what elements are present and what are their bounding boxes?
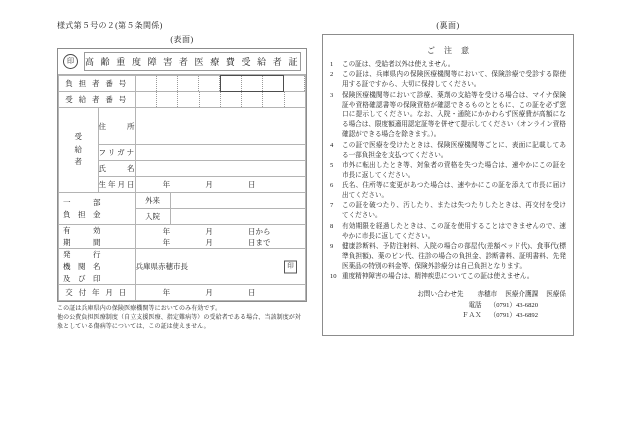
note-text: 氏名、住所等に変更があつた場合は、速やかにこの証を添えて市長に届け出てください。 [342,182,566,200]
contact-label: お問い合わせ先 [417,291,464,299]
issuer-label-text3: 及 び 印 [63,273,101,283]
number-cell[interactable] [178,92,199,107]
recipient-number-label: 受 給 者 番 号 [59,92,136,108]
note-text: 保険医療機関等において診療、薬剤の支給等を受ける場合は、マイナ保険証や資格確認書等の保険資格が確認できるものとともに、この証を必ず窓口に提示してください。なお、入院・通院にかかわらず医療費が高額になる場合は、限度額適用認定証等を併せて提示してください（オンライン資格確認ができる場合を除きます。）。 [342,91,566,139]
payer-number-value[interactable] [135,76,305,92]
validity-from-day-suffix: 日から [248,226,271,236]
footnote-item: この証は兵庫県内の保険医療機関等においてのみ有効です。 [57,306,222,313]
number-cell[interactable] [263,76,284,91]
note-item [330,242,566,272]
note-item [330,181,566,201]
inpatient-label: 入院 [136,209,171,224]
note-text: 市外に転出したとき等、対象者の資格を失つた場合は、速やかにこの証を市長に返してください。 [342,161,566,179]
birthdate-day-unit: 日 [248,180,256,189]
note-item [330,141,566,161]
note-text: この証を破つたり、汚したり、または失つたりしたときは、再交付を受けてください。 [342,202,566,220]
contact-city: 赤穂市 [477,291,498,299]
copay-label-text2: 負 担 金 [63,209,101,219]
issue-date-label: 交 付 年 月 日 [59,285,136,301]
number-cell[interactable] [263,92,284,107]
number-cell[interactable] [242,92,263,107]
note-item [330,60,566,70]
certificate-title-row [58,49,306,75]
number-cell[interactable] [136,92,157,107]
number-cell[interactable] [178,76,199,91]
table-row-recipient-number [59,92,306,108]
phone-value: （0791）43-6820 [489,301,538,309]
number-cell[interactable] [284,76,305,91]
number-cell[interactable] [221,92,242,107]
table-row-validity [59,225,306,249]
validity-from-month-unit: 月 [205,226,213,236]
number-cell[interactable] [157,92,178,107]
note-item [330,201,566,221]
notes-list [330,60,566,282]
outpatient-value[interactable] [171,193,305,208]
note-text: この証で医療を受けたときは、保険医療機関等ごとに、表面に記載してある一部負担金を支払つてください。 [342,141,566,159]
number-cell[interactable] [242,76,263,91]
name-value[interactable] [135,161,305,177]
copay-inpatient-row [135,209,305,225]
number-cell[interactable] [199,76,220,91]
copay-label-lines [59,197,135,220]
note-text: 健康診断料、予防注射料、入院の場合の部屋代(差額ベッド代)、食事代(標準負担額)、薬のビン代、往診の場合の負担金、診断書料、証明書料、先発医薬品の特別の料金等、保険外診療分は自己負担となります。 [342,243,566,270]
validity-to-year-unit: 年 [162,237,171,247]
copay-label-line2 [59,209,135,221]
certificate-card [57,48,307,302]
issuer-seal-icon: 印 [284,260,297,273]
official-seal-icon: 印 [63,54,78,69]
phone-label: 電話 [468,301,482,309]
fax-value: （0791）43-6892 [489,312,538,320]
note-number: 10 [330,273,337,281]
issuer-label [59,249,136,285]
note-number: 4 [330,141,334,149]
birthdate-label: 生年月日 [98,177,135,193]
note-item [330,161,566,181]
furigana-label: フリガナ [98,145,135,161]
note-text: この証は、受給者以外は使えません。 [342,61,455,68]
issuer-value-cell [135,249,305,285]
number-cell[interactable] [136,76,157,91]
validity-to-day-suffix: 日まで [248,237,271,247]
contact-block [330,290,566,322]
recipient-group-label-char: 者 [74,157,82,167]
validity-to-line [136,237,305,248]
copay-label-line1 [59,197,135,209]
back-face-panel [322,20,574,336]
issuer-label-lines [59,249,135,284]
validity-label-line2 [59,237,135,249]
issuer-name: 兵庫県赤穂市長 [135,262,189,272]
issue-date-value[interactable] [135,285,305,301]
note-number: 5 [330,161,334,169]
note-item [330,70,566,90]
table-row-copay-outpatient [59,193,306,209]
footnote-item: 他の公費負担医療制度（自立支援医療、指定難病等）の受給者である場合、当該制度が対象としている傷病等については、この証は使えません。 [57,315,302,331]
recipient-group-label-char: 受 [74,131,82,141]
validity-label-text2: 期 間 [63,237,101,247]
number-cell[interactable] [220,76,241,91]
recipient-group-label-char: 給 [74,144,82,154]
payer-number-cells[interactable] [136,76,305,91]
issue-date-line [136,287,305,298]
note-item [330,91,566,140]
validity-label-lines [59,225,135,248]
contact-fax-row [330,311,566,322]
name-label: 氏 名 [98,161,135,177]
note-item [330,272,566,282]
table-row-payer-number [59,76,306,92]
note-number: 6 [330,182,334,190]
certificate-fields-table [58,75,306,301]
copay-label-text1: 一 部 [63,197,101,207]
issuer-label-text2: 機 関 名 [63,261,101,271]
copay-outpatient-subrow [136,193,305,208]
fax-label: ＦＡＸ [461,312,482,320]
number-cell[interactable] [157,76,178,91]
copay-outpatient-row [135,193,305,209]
birthdate-year-unit: 年 [162,180,171,189]
note-number: 7 [330,202,334,210]
issue-date-day-unit: 日 [248,288,256,298]
table-row-issue-date [59,285,306,301]
table-row-issuer [59,249,306,285]
issuer-label-text1: 発 行 [63,250,101,260]
validity-label-line1 [59,225,135,237]
validity-from-year-unit: 年 [162,226,171,236]
note-number: 2 [330,71,334,79]
notes-title: ご注意 [427,46,478,55]
back-face-caption: (裏面) [436,21,460,30]
validity-label-text1: 有 効 [63,226,101,235]
front-footnotes [57,305,307,332]
recipient-group-label [59,108,99,193]
payer-number-label: 負 担 者 番 号 [59,76,136,92]
copay-inpatient-subrow [136,209,305,224]
issuer-label-line2 [59,261,135,273]
copay-label [59,193,136,225]
furigana-value[interactable] [135,145,305,161]
note-item [330,222,566,242]
note-text: この証は、兵庫県内の保険医療機関等において、保険診療で受診する際使用する証ですから、大切に保持してください。 [342,71,566,89]
certificate-title: 高 齢 重 度 障 害 者 医 療 費 受 給 者 証 [84,52,301,71]
front-face-caption: (表面) [170,35,194,44]
validity-label [59,225,136,249]
issue-date-month-unit: 月 [205,288,213,298]
address-label: 住 所 [98,108,135,145]
note-text: 重度精神障害の場合は、精神疾患についてこの証は使えません。 [342,273,534,281]
number-cell[interactable] [285,92,305,107]
note-number: 8 [330,222,334,230]
notes-card [322,34,574,336]
note-number: 3 [330,91,334,99]
recipient-number-value[interactable] [135,92,305,108]
outpatient-label: 外来 [136,193,171,208]
front-face-panel [57,20,307,332]
inpatient-value[interactable] [171,209,305,224]
note-number: 9 [330,243,334,251]
validity-value[interactable] [135,225,305,249]
contact-phone-row [330,301,566,312]
contact-section: 医療係 [546,291,566,299]
address-value[interactable] [135,108,305,145]
birthdate-month-unit: 月 [205,180,213,189]
birthdate-date-line [136,179,305,190]
issue-date-year-unit: 年 [162,288,171,298]
form-number-label: 様式第５号の２(第５条関係) [57,21,163,30]
validity-to-month-unit: 月 [205,237,213,247]
recipient-number-cells[interactable] [136,92,305,107]
table-row-address [59,108,306,145]
number-cell[interactable] [200,92,221,107]
validity-from-line [136,226,305,237]
note-text: 有効期限を経過したときは、この証を使用することはできませんので、速やかに市長に返してください。 [342,222,566,240]
note-number: 1 [330,61,334,68]
contact-office-row [330,290,566,301]
issuer-label-line1 [59,249,135,261]
issuer-label-line3 [59,273,135,285]
birthdate-value[interactable] [135,177,305,193]
contact-division: 医療介護課 [505,291,539,299]
